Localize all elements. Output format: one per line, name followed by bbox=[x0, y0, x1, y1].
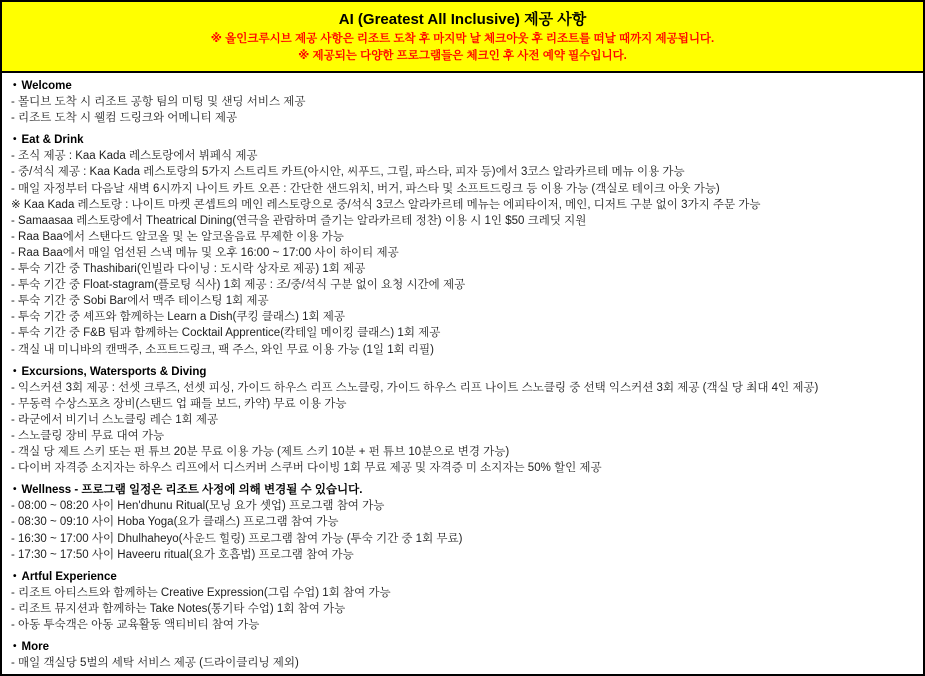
section-excursions bbox=[11, 364, 915, 477]
list-item: - 익스커션 3회 제공 : 선셋 크루즈, 선셋 피싱, 가이드 하우스 리프 스노클링, 가이드 하우스 리프 나이트 스노클링 중 선택 익스커션 3회 제공 (객실 당 최대 4인 제공) bbox=[11, 381, 819, 394]
list-item: - 매일 자정부터 다음날 새벽 6시까지 나이트 카트 오픈 : 간단한 샌드위치, 버거, 파스타 및 소프트드링크 등 이용 가능 (객실로 테이크 아웃 가능) bbox=[11, 182, 720, 195]
section-title-excursions bbox=[11, 364, 915, 380]
list-item: - 투숙 기간 중 Thashibari(인빌라 다이닝 : 도시락 상자로 제공) 1회 제공 bbox=[11, 263, 366, 276]
list-item: - 투숙 기간 중 F&B 팀과 함께하는 Cocktail Apprentice(칵테일 메이킹 클래스) 1회 제공 bbox=[11, 327, 441, 340]
list-item: - Raa Baa에서 매일 엄선된 스낵 메뉴 및 오후 16:00 ~ 17:00 사이 하이티 제공 bbox=[11, 246, 399, 259]
section-title-more bbox=[11, 639, 915, 655]
section-title-text: Wellness - 프로그램 일정은 리조트 사정에 의해 변경될 수 있습니다. bbox=[21, 484, 363, 497]
list-item: - 17:30 ~ 17:50 사이 Haveeru ritual(요가 호흡법) 프로그램 참여 가능 bbox=[11, 548, 354, 561]
header-notice-1: ※ 올인크루시브 제공 사항은 리조트 도착 후 마지막 날 체크아웃 후 리조트를 떠날 때까지 제공됩니다. bbox=[210, 33, 715, 45]
section-title-wellness bbox=[11, 482, 915, 498]
list-item: - 아동 투숙객은 아동 교육활동 액티비티 참여 가능 bbox=[11, 619, 260, 631]
list-item: - Samaasaa 레스토랑에서 Theatrical Dining(연극을 관람하며 즐기는 알라카르테 정찬) 이용 시 1인 $50 크레딧 지원 bbox=[11, 214, 587, 227]
header-notice-2: ※ 제공되는 다양한 프로그램들은 체크인 후 사전 예약 필수입니다. bbox=[298, 50, 627, 62]
list-item: - 08:00 ~ 08:20 사이 Hen'dhunu Ritual(모닝 요가 셋업) 프로그램 참여 가능 bbox=[11, 500, 385, 513]
section-welcome bbox=[11, 78, 915, 126]
section-title-text: Eat & Drink bbox=[21, 134, 84, 147]
bullet-icon: • bbox=[13, 134, 17, 146]
list-item: - 투숙 기간 중 셰프와 함께하는 Learn a Dish(쿠킹 클래스) 1회 제공 bbox=[11, 311, 346, 324]
list-item: - 라군에서 비기너 스노클링 레슨 1회 제공 bbox=[11, 413, 219, 426]
content-body bbox=[2, 73, 923, 671]
section-wellness bbox=[11, 482, 915, 562]
bullet-icon: • bbox=[13, 570, 17, 582]
page-title: AI (Greatest All Inclusive) 제공 사항 bbox=[338, 11, 587, 28]
list-item: - 스노클링 장비 무료 대여 가능 bbox=[11, 429, 165, 442]
bullet-icon: • bbox=[13, 484, 17, 496]
list-item: ※ Kaa Kada 레스토랑 : 나이트 마켓 콘셉트의 메인 레스토랑으로 중/석식 3코스 알라카르테 메뉴는 에피타이저, 메인, 디저트 구분 없이 3가지 주문 가능 bbox=[11, 198, 761, 211]
list-item: - 매일 객실당 5벌의 세탁 서비스 제공 (드라이클리닝 제외) bbox=[11, 657, 299, 670]
section-title-text: Excursions, Watersports & Diving bbox=[21, 365, 207, 378]
list-item: - 리조트 뮤지션과 함께하는 Take Notes(통기타 수업) 1회 참여 가능 bbox=[11, 602, 346, 615]
section-title-text: Artful Experience bbox=[21, 570, 117, 583]
section-title-eat-drink bbox=[11, 132, 915, 148]
list-item: - 리조트 도착 시 웰컴 드링크와 어메니티 제공 bbox=[11, 112, 238, 125]
list-item: - 리조트 아티스트와 함께하는 Creative Expression(그림 수업) 1회 참여 가능 bbox=[11, 586, 391, 599]
section-title-text: More bbox=[21, 641, 49, 654]
list-item: - 조식 제공 : Kaa Kada 레스토랑에서 뷔페식 제공 bbox=[11, 150, 258, 163]
list-item: - 08:30 ~ 09:10 사이 Hoba Yoga(요가 클래스) 프로그램 참여 가능 bbox=[11, 516, 339, 529]
list-item: - 객실 내 미니바의 캔맥주, 소프트드링크, 팩 주스, 와인 무료 이용 가능 (1일 1회 리필) bbox=[11, 343, 434, 356]
bullet-icon: • bbox=[13, 80, 17, 91]
section-title-artful-experience bbox=[11, 569, 915, 585]
list-item: - 무동력 수상스포츠 장비(스탠드 업 패들 보드, 카약) 무료 이용 가능 bbox=[11, 397, 347, 410]
section-title-welcome bbox=[11, 78, 915, 94]
list-item: - 몰디브 도착 시 리조트 공항 팀의 미팅 및 샌딩 서비스 제공 bbox=[11, 96, 306, 109]
list-item: - 객실 당 제트 스키 또는 펀 튜브 20분 무료 이용 가능 (제트 스키 10분 + 펀 튜브 10분으로 변경 가능) bbox=[11, 446, 510, 459]
section-more bbox=[11, 639, 915, 671]
section-artful-experience bbox=[11, 569, 915, 633]
list-item: - 중/석식 제공 : Kaa Kada 레스토랑의 5가지 스트리트 카트(아시안, 씨푸드, 그릴, 파스타, 피자 등)에서 3코스 알라카르테 메뉴 이용 가능 bbox=[11, 166, 685, 179]
list-item: - 다이버 자격증 소지자는 하우스 리프에서 디스커버 스쿠버 다이빙 1회 무료 제공 및 자격증 미 소지자는 50% 할인 제공 bbox=[11, 462, 602, 475]
bullet-icon: • bbox=[13, 641, 17, 653]
list-item: - Raa Baa에서 스탠다드 알코올 및 논 알코올음료 무제한 이용 가능 bbox=[11, 230, 344, 243]
header-banner bbox=[2, 2, 923, 73]
list-item: - 16:30 ~ 17:00 사이 Dhulhaheyo(사운드 힐링) 프로그램 참여 가능 (투숙 기간 중 1회 무료) bbox=[11, 532, 463, 545]
list-item: - 투숙 기간 중 Sobi Bar에서 맥주 테이스팅 1회 제공 bbox=[11, 295, 269, 308]
bullet-icon: • bbox=[13, 365, 17, 377]
list-item: - 투숙 기간 중 Float-stagram(플로팅 식사) 1회 제공 : 조/중/석식 구분 없이 요청 시간에 제공 bbox=[11, 279, 466, 292]
section-eat-drink bbox=[11, 132, 915, 357]
section-title-text: Welcome bbox=[21, 80, 72, 92]
